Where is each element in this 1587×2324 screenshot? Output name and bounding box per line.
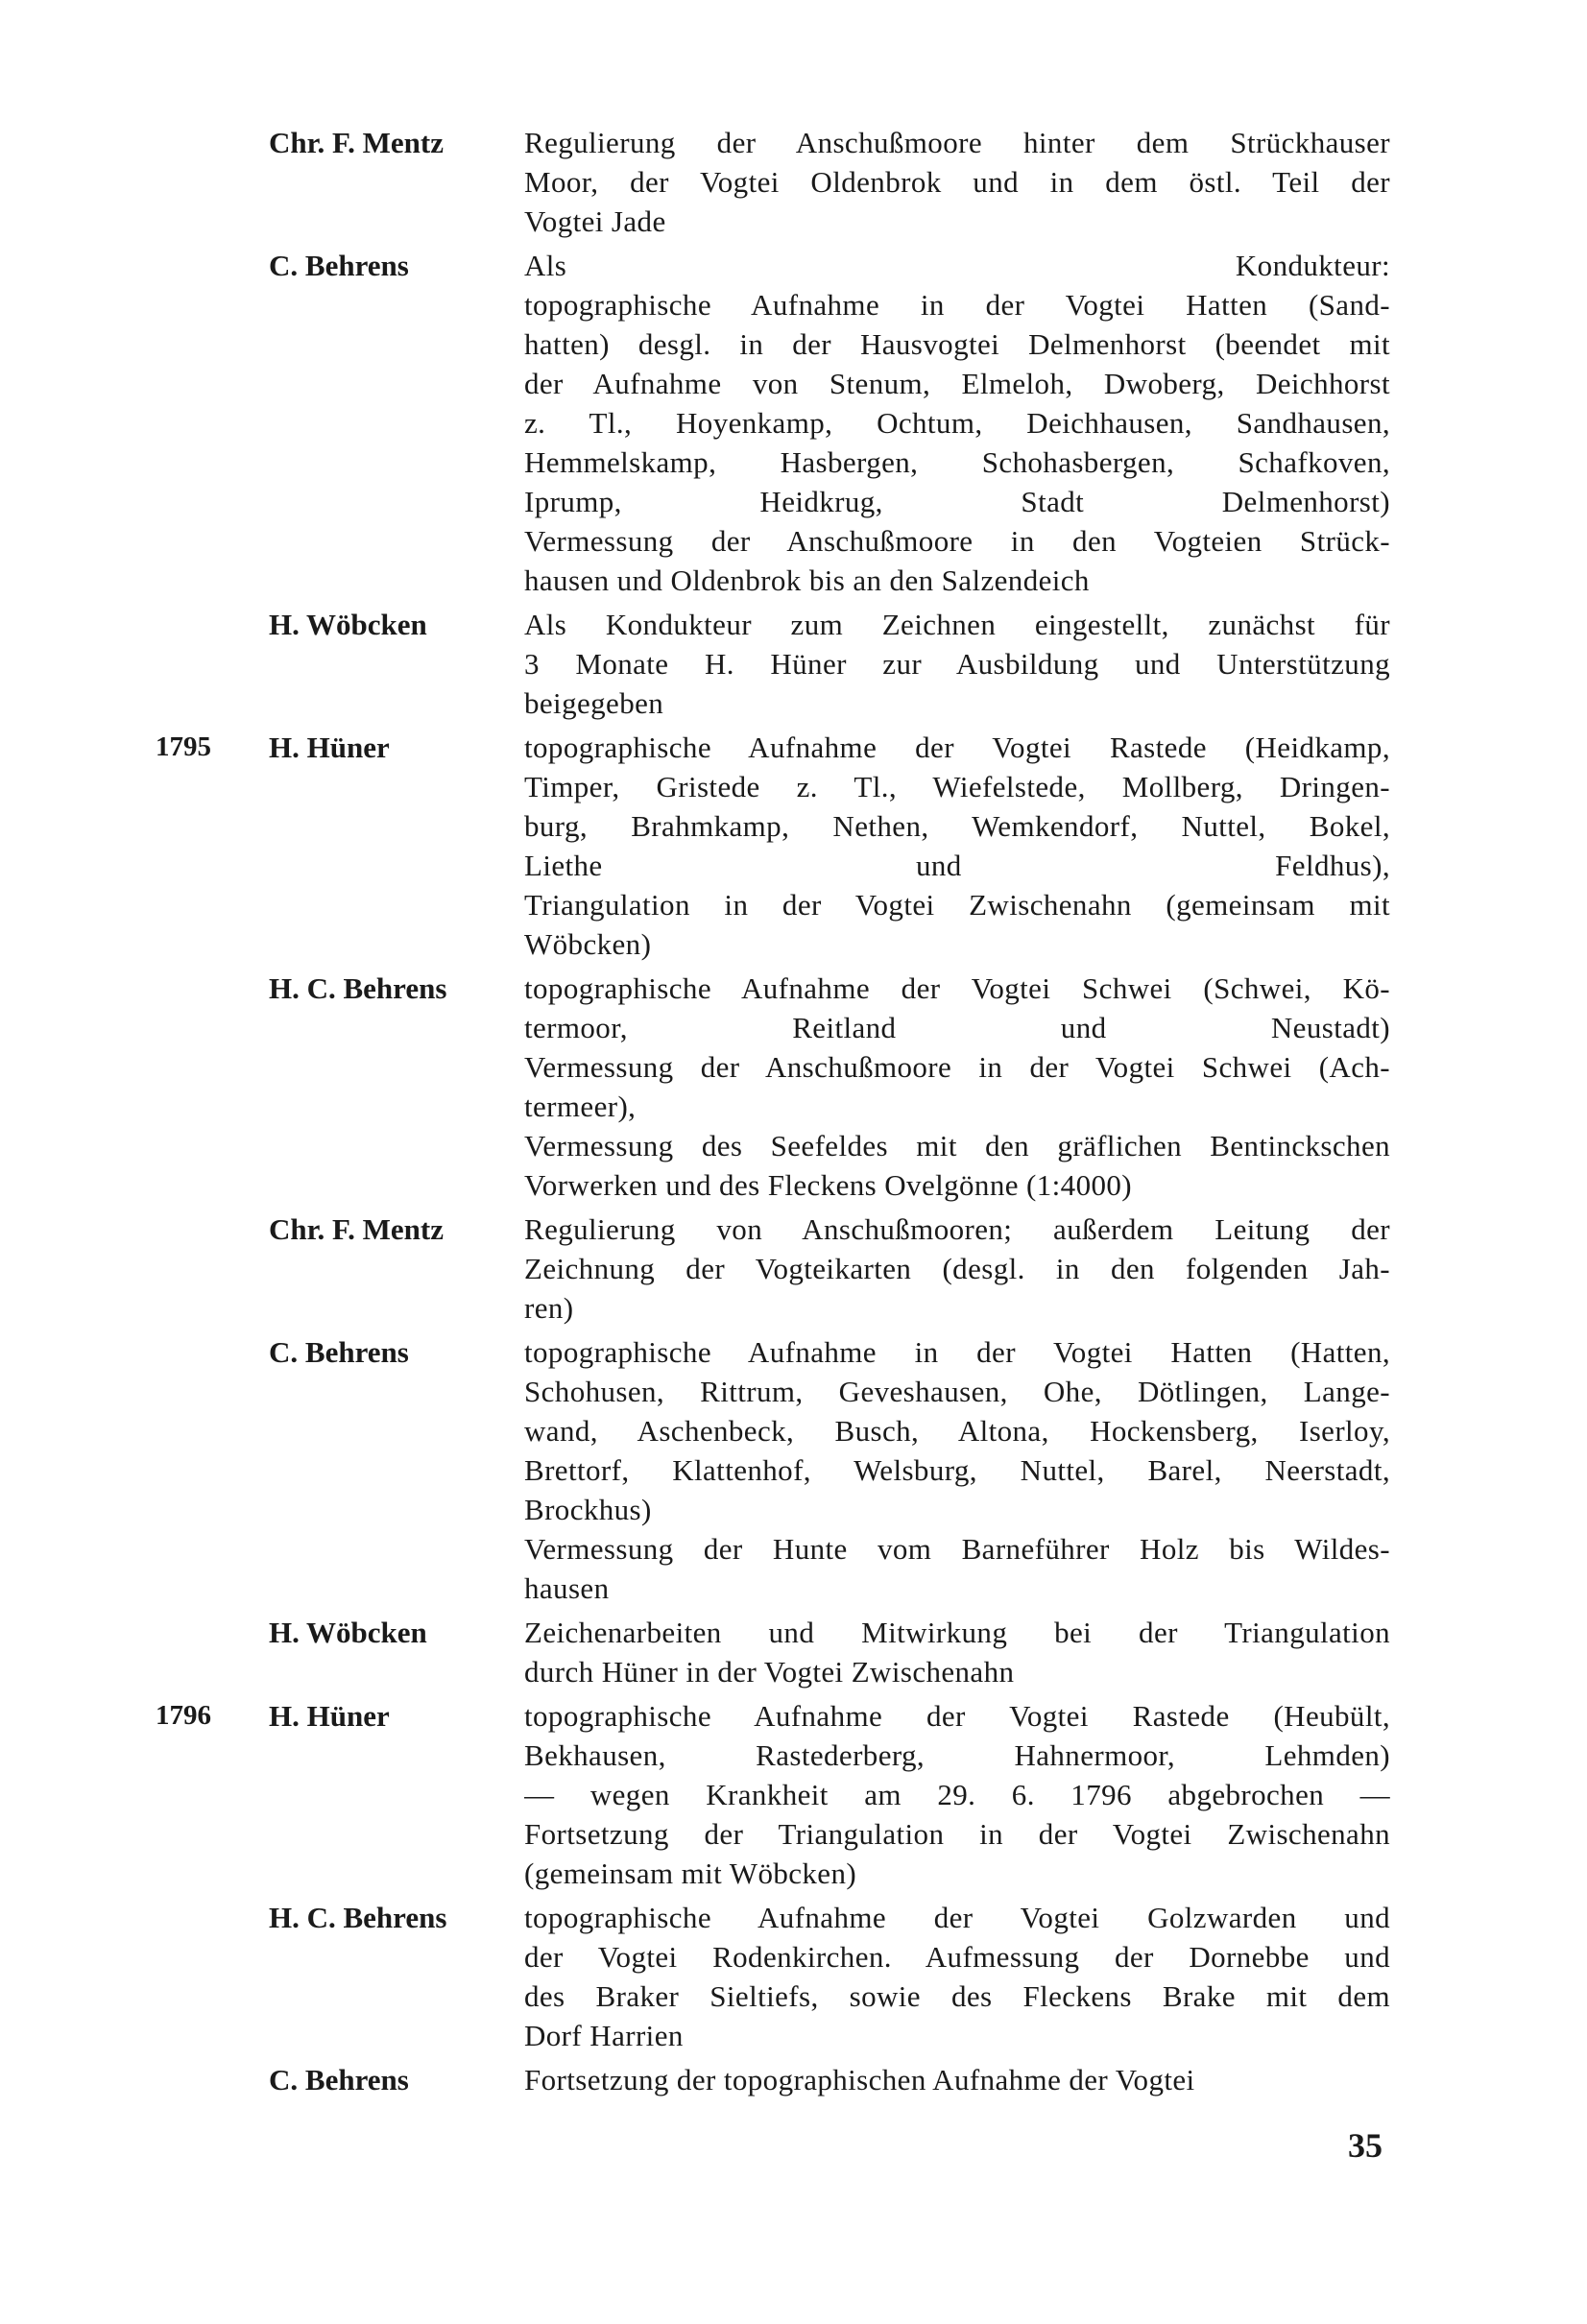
- entry-description-line: Brockhus): [524, 1493, 652, 1526]
- entry-description: [524, 969, 1390, 1205]
- entry-description: [524, 1210, 1390, 1328]
- survey-entry: [0, 123, 1587, 241]
- entry-description-line: z. Tl., Hoyenkamp, Ochtum, Deichhausen, Sandhausen,: [524, 406, 1390, 440]
- entry-description-line: Als Kondukteur zum Zeichnen eingestellt, zunächst für: [524, 608, 1390, 641]
- entry-description-line: ren): [524, 1291, 574, 1325]
- entry-surveyor-name: C. Behrens: [269, 1335, 409, 1369]
- entry-description-line: topographische Aufnahme in der Vogtei Hatten (Hatten,: [524, 1335, 1390, 1369]
- entry-description: [524, 2060, 1390, 2099]
- entry-description-line: Vogtei Jade: [524, 204, 666, 238]
- entry-description-line: termoor, Reitland und Neustadt): [524, 1011, 1390, 1044]
- entry-description-line: hausen und Oldenbrok bis an den Salzendeich: [524, 563, 1090, 597]
- survey-entry: [0, 1210, 1587, 1328]
- entry-surveyor-name: C. Behrens: [269, 2063, 409, 2096]
- survey-entry: [0, 969, 1587, 1205]
- entry-description-line: beigegeben: [524, 686, 664, 720]
- survey-entry: [0, 1332, 1587, 1608]
- entry-description-line: wand, Aschenbeck, Busch, Altona, Hockensberg, Iserloy,: [524, 1414, 1390, 1448]
- survey-entry: [0, 1613, 1587, 1691]
- survey-entry: [0, 246, 1587, 600]
- entry-description-line: Triangulation in der Vogtei Zwischenahn (gemeinsam mit: [524, 888, 1390, 922]
- entry-description-line: Fortsetzung der Triangulation in der Vogtei Zwischenahn: [524, 1817, 1390, 1851]
- entry-year: 1796: [156, 1700, 211, 1731]
- entry-description-line: termeer),: [524, 1090, 637, 1123]
- entry-description-line: Timper, Gristede z. Tl., Wiefelstede, Mollberg, Dringen-: [524, 770, 1390, 803]
- survey-entry: [0, 1696, 1587, 1893]
- survey-entry: [0, 2060, 1587, 2099]
- page-number: 35: [1348, 2126, 1383, 2165]
- entry-description-line: Vermessung des Seefeldes mit den gräflichen Bentinckschen: [524, 1129, 1390, 1162]
- entry-description-line: Hemmelskamp, Hasbergen, Schohasbergen, Schafkoven,: [524, 445, 1390, 479]
- survey-entry: [0, 605, 1587, 723]
- entry-description-line: topographische Aufnahme der Vogtei Rastede (Heidkamp,: [524, 731, 1390, 764]
- entry-description-line: Dorf Harrien: [524, 2019, 684, 2052]
- entry-description-line: des Braker Sieltiefs, sowie des Fleckens Brake mit dem: [524, 1979, 1390, 2013]
- entry-description-line: Zeichnung der Vogteikarten (desgl. in den folgenden Jah-: [524, 1252, 1390, 1285]
- entry-description-line: Schohusen, Rittrum, Geveshausen, Ohe, Dötlingen, Lange-: [524, 1375, 1390, 1408]
- survey-entries-list: [0, 123, 1587, 2104]
- entry-description-line: Fortsetzung der topographischen Aufnahme der Vogtei: [524, 2063, 1195, 2096]
- entry-description-line: topographische Aufnahme der Vogtei Golzwarden und: [524, 1901, 1390, 1934]
- entry-surveyor-name: H. C. Behrens: [269, 1901, 447, 1934]
- entry-description-line: Vermessung der Anschußmoore in den Vogteien Strück-: [524, 524, 1390, 558]
- entry-description-line: der Aufnahme von Stenum, Elmeloh, Dwoberg, Deichhorst: [524, 367, 1390, 400]
- entry-description: [524, 728, 1390, 964]
- entry-description: [524, 1613, 1390, 1691]
- entry-description-line: Regulierung von Anschußmooren; außerdem Leitung der: [524, 1212, 1390, 1246]
- entry-description: [524, 246, 1390, 600]
- entry-description-line: hatten) desgl. in der Hausvogtei Delmenhorst (beendet mit: [524, 327, 1390, 361]
- entry-description-line: Als Kondukteur:: [524, 249, 1390, 282]
- entry-description: [524, 1332, 1390, 1608]
- entry-surveyor-name: H. C. Behrens: [269, 971, 447, 1005]
- entry-description-line: hausen: [524, 1571, 610, 1605]
- survey-entry: [0, 728, 1587, 964]
- entry-description-line: topographische Aufnahme in der Vogtei Hatten (Sand-: [524, 288, 1390, 322]
- entry-surveyor-name: C. Behrens: [269, 249, 409, 282]
- entry-description: [524, 1696, 1390, 1893]
- entry-surveyor-name: Chr. F. Mentz: [269, 1212, 444, 1246]
- entry-surveyor-name: H. Hüner: [269, 731, 390, 764]
- entry-description-line: Moor, der Vogtei Oldenbrok und in dem östl. Teil der: [524, 165, 1390, 199]
- survey-entry: [0, 1898, 1587, 2055]
- entry-description: [524, 605, 1390, 723]
- entry-year: 1795: [156, 731, 211, 762]
- entry-description-line: topographische Aufnahme der Vogtei Rastede (Heubült,: [524, 1699, 1390, 1733]
- entry-surveyor-name: H. Wöbcken: [269, 1616, 427, 1649]
- entry-description-line: Zeichenarbeiten und Mitwirkung bei der Triangulation: [524, 1616, 1390, 1649]
- entry-description-line: durch Hüner in der Vogtei Zwischenahn: [524, 1655, 1015, 1689]
- entry-description-line: — wegen Krankheit am 29. 6. 1796 abgebrochen —: [524, 1778, 1390, 1811]
- entry-description-line: Regulierung der Anschußmoore hinter dem Strückhauser: [524, 126, 1390, 159]
- entry-description: [524, 123, 1390, 241]
- entry-description-line: topographische Aufnahme der Vogtei Schwei (Schwei, Kö-: [524, 971, 1390, 1005]
- entry-description-line: der Vogtei Rodenkirchen. Aufmessung der Dornebbe und: [524, 1940, 1390, 1974]
- entry-description-line: Iprump, Heidkrug, Stadt Delmenhorst): [524, 485, 1390, 518]
- entry-surveyor-name: H. Hüner: [269, 1699, 390, 1733]
- entry-description: [524, 1898, 1390, 2055]
- entry-description-line: Vermessung der Anschußmoore in der Vogtei Schwei (Ach-: [524, 1050, 1390, 1084]
- entry-description-line: 3 Monate H. Hüner zur Ausbildung und Unterstützung: [524, 647, 1390, 681]
- entry-description-line: (gemeinsam mit Wöbcken): [524, 1857, 857, 1890]
- entry-surveyor-name: Chr. F. Mentz: [269, 126, 444, 159]
- entry-description-line: Brettorf, Klattenhof, Welsburg, Nuttel, Barel, Neerstadt,: [524, 1453, 1390, 1487]
- entry-description-line: Vermessung der Hunte vom Barneführer Holz bis Wildes-: [524, 1532, 1390, 1566]
- entry-surveyor-name: H. Wöbcken: [269, 608, 427, 641]
- entry-description-line: burg, Brahmkamp, Nethen, Wemkendorf, Nuttel, Bokel,: [524, 809, 1390, 843]
- entry-description-line: Wöbcken): [524, 927, 652, 961]
- entry-description-line: Vorwerken und des Fleckens Ovelgönne (1:4000): [524, 1168, 1132, 1202]
- entry-description-line: Liethe und Feldhus),: [524, 849, 1390, 882]
- entry-description-line: Bekhausen, Rastederberg, Hahnermoor, Lehmden): [524, 1738, 1390, 1772]
